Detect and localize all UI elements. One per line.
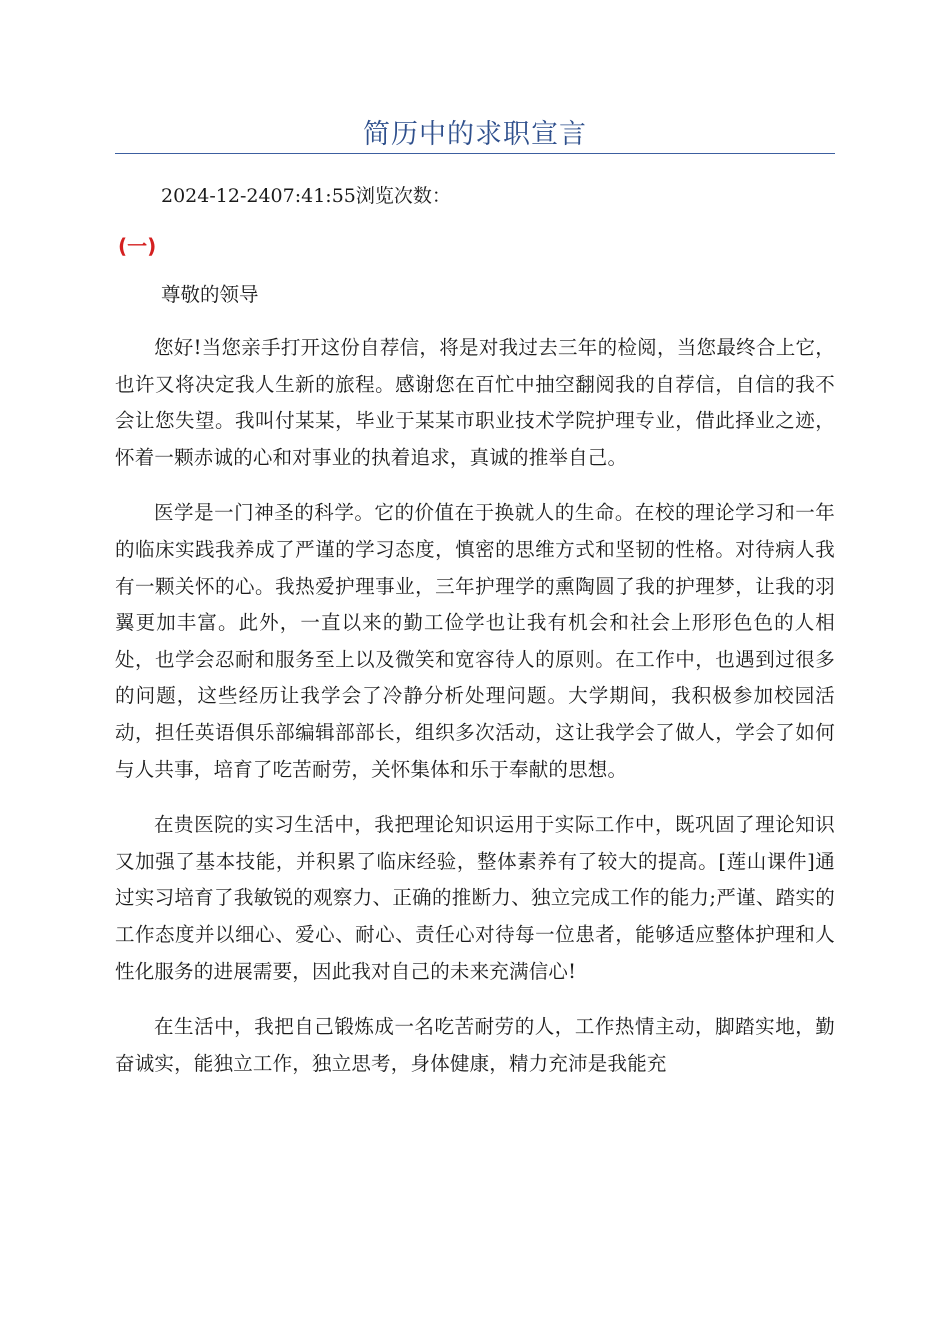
letter-body xyxy=(115,330,835,1101)
paragraph: 医学是一门神圣的科学。它的价值在于换就人的生命。在校的理论学习和一年的临床实践我养成了严谨的学习态度，慎密的思维方式和坚韧的性格。对待病人我有一颗关怀的心。我热爱护理事业，三年护理学的熏陶圆了我的护理梦，让我的羽翼更加丰富。此外，一直以来的勤工俭学也让我有机会和社会上形形色色的人相处，也学会忍耐和服务至上以及微笑和宽容待人的原则。在工作中，也遇到过很多的问题，这些经历让我学会了冷静分析处理问题。大学期间，我积极参加校园活动，担任英语俱乐部编辑部部长，组织多次活动，这让我学会了做人，学会了如何与人共事，培育了吃苦耐劳，关怀集体和乐于奉献的思想。 xyxy=(115,501,835,781)
paragraph: 在贵医院的实习生活中，我把理论知识运用于实际工作中，既巩固了理论知识又加强了基本技能，并积累了临床经验，整体素养有了较大的提高。[莲山课件]通过实习培育了我敏锐的观察力、正确的推断力、独立完成工作的能力;严谨、踏实的工作态度并以细心、爱心、耐心、责任心对待每一位患者，能够适应整体护理和人性化服务的进展需要，因此我对自己的未来充满信心! xyxy=(115,813,835,983)
title-divider xyxy=(115,153,835,154)
paragraph: 您好!当您亲手打开这份自荐信，将是对我过去三年的检阅，当您最终合上它，也许又将决定我人生新的旅程。感谢您在百忙中抽空翻阅我的自荐信，自信的我不会让您失望。我叫付某某，毕业于某某市职业技术学院护理专业，借此择业之迹，怀着一颗赤诚的心和对事业的执着追求，真诚的推举自己。 xyxy=(115,336,835,469)
publish-meta: 2024-12-2407:41:55浏览次数： xyxy=(161,185,451,207)
paragraph: 在生活中，我把自己锻炼成一名吃苦耐劳的人，工作热情主动，脚踏实地，勤奋诚实，能独立工作，独立思考，身体健康，精力充沛是我能充 xyxy=(115,1015,835,1075)
salutation: 尊敬的领导 xyxy=(161,283,259,306)
page-title: 简历中的求职宣言 xyxy=(363,119,587,150)
section-heading: (一) xyxy=(118,234,157,258)
